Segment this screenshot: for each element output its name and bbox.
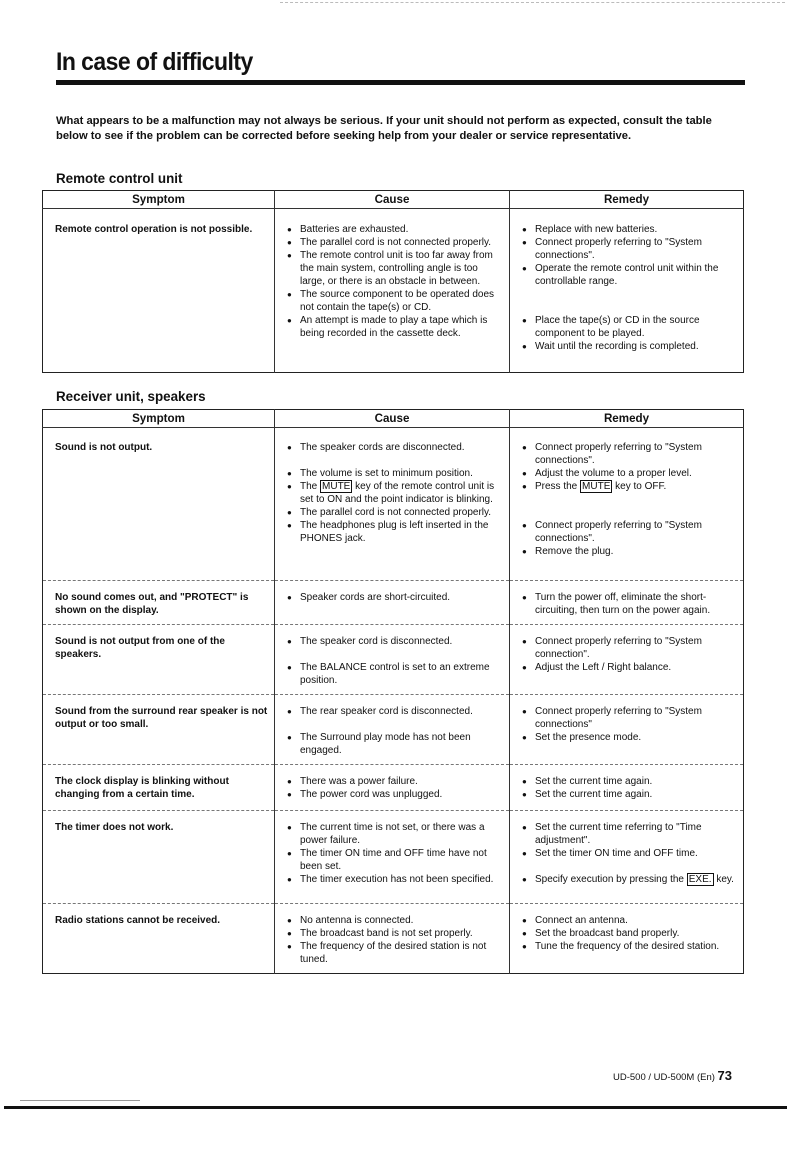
list-item: ● An attempt is made to play a tape which is being recorded in the cassette deck. — [287, 314, 503, 340]
bottom-rule — [4, 1106, 787, 1109]
symptom-cell: Radio stations cannot be received. — [43, 904, 275, 974]
symptom-cell: No sound comes out, and "PROTECT" is shown on the display. — [43, 581, 275, 625]
list-item: ● The MUTE key of the remote control unit is set to ON and the point indicator is blinking. — [287, 480, 503, 506]
page-footer — [613, 1068, 732, 1083]
list-item: ● Set the current time referring to "Time adjustment". — [522, 821, 737, 847]
exe-key: EXE. — [688, 874, 712, 885]
list-item: ● Adjust the Left / Right balance. — [522, 661, 737, 674]
list-item: ● The current time is not set, or there was a power failure. — [287, 821, 503, 847]
cause-cell — [275, 811, 510, 904]
receiver-table — [42, 409, 744, 974]
list-item: ● Connect an antenna. — [522, 914, 737, 927]
list-item: ● No antenna is connected. — [287, 914, 503, 927]
list-item: ● Press the MUTE key to OFF. — [522, 480, 737, 493]
page-number: 73 — [717, 1068, 732, 1083]
bottom-thin-line — [20, 1100, 140, 1101]
symptom-cell: Sound is not output. — [55, 442, 153, 453]
cause-header: Cause — [275, 191, 510, 209]
list-item: ● The timer ON time and OFF time have not been set. — [287, 847, 503, 873]
title-rule — [56, 80, 745, 85]
list-item: ● Operate the remote control unit within the controllable range. — [522, 262, 737, 288]
list-item: ● The remote control unit is too far away from the main system, controlling angle is too large, or there is an obstacle in between. — [287, 249, 503, 288]
symptom-cell: Sound from the surround rear speaker is not output or too small. — [43, 695, 275, 765]
list-item: ● The timer execution has not been specified. — [287, 873, 503, 886]
remedy-cell — [510, 581, 744, 625]
list-item: ● The parallel cord is not connected properly. — [287, 236, 503, 249]
list-item: ● The source component to be operated does not contain the tape(s) or CD. — [287, 288, 503, 314]
list-item: ● Remove the plug. — [522, 545, 737, 558]
section-heading-remote: Remote control unit — [56, 171, 183, 186]
table-row — [43, 904, 744, 974]
cause-cell — [275, 765, 510, 811]
list-item: ● The BALANCE control is set to an extreme position. — [287, 661, 503, 687]
list-item: ● The rear speaker cord is disconnected. — [287, 705, 503, 718]
list-item: ● Wait until the recording is completed. — [522, 340, 737, 353]
page-title: In case of difficulty — [56, 48, 253, 76]
remedy-cell — [510, 904, 744, 974]
intro-text: What appears to be a malfunction may not always be serious. If your unit should not perform as expected, consult the table below to see if the problem can be corrected before seeking help from your dealer or service representative. — [56, 115, 712, 142]
cause-cell — [275, 695, 510, 765]
list-item: ● Adjust the volume to a proper level. — [522, 467, 737, 480]
list-item: ● Connect properly referring to "System connections". — [522, 236, 737, 262]
table-row — [43, 428, 744, 581]
symptom-cell: Remote control operation is not possible. — [55, 224, 253, 235]
mute-key: MUTE — [322, 481, 351, 492]
cause-cell — [275, 581, 510, 625]
table-row — [43, 625, 744, 695]
list-item: ● There was a power failure. — [287, 775, 503, 788]
list-item: ● The frequency of the desired station is not tuned. — [287, 940, 503, 966]
list-item: ● Set the current time again. — [522, 775, 737, 788]
table-row — [43, 581, 744, 625]
table-row — [43, 765, 744, 811]
remedy-cell — [510, 811, 744, 904]
cause-cell — [275, 904, 510, 974]
list-item: ● Connect properly referring to "System connection". — [522, 635, 737, 661]
cause-cell — [275, 625, 510, 695]
table-row — [43, 811, 744, 904]
list-item: ● The power cord was unplugged. — [287, 788, 503, 801]
cause-cell — [275, 428, 510, 581]
list-item: ● The parallel cord is not connected properly. — [287, 506, 503, 519]
remedy-cell — [510, 765, 744, 811]
symptom-header: Symptom — [43, 191, 275, 209]
cause-header: Cause — [275, 410, 510, 428]
list-item: ● Set the current time again. — [522, 788, 737, 801]
symptom-cell: The clock display is blinking without changing from a certain time. — [43, 765, 275, 811]
section-heading-receiver: Receiver unit, speakers — [56, 389, 206, 404]
list-item: ● Turn the power off, eliminate the short-circuiting, then turn on the power again. — [522, 591, 737, 617]
list-item: ● The speaker cords are disconnected. — [287, 441, 503, 454]
top-dashed-line — [280, 2, 785, 3]
list-item: ● Batteries are exhausted. — [287, 223, 503, 236]
list-item: ● The broadcast band is not set properly. — [287, 927, 503, 940]
remote-table — [42, 190, 744, 373]
list-item: ● Replace with new batteries. — [522, 223, 737, 236]
symptom-header: Symptom — [43, 410, 275, 428]
list-item: ● Connect properly referring to "System connections" — [522, 705, 737, 731]
remedy-header: Remedy — [510, 191, 744, 209]
remedy-cell — [510, 209, 744, 373]
list-item: ● Set the presence mode. — [522, 731, 737, 744]
list-item: ● Set the broadcast band properly. — [522, 927, 737, 940]
remedy-header: Remedy — [510, 410, 744, 428]
list-item: ● The headphones plug is left inserted in the PHONES jack. — [287, 519, 503, 545]
cause-cell — [275, 209, 510, 373]
list-item: ● Place the tape(s) or CD in the source component to be played. — [522, 314, 737, 340]
list-item: ● Connect properly referring to "System connections". — [522, 441, 737, 467]
table-row — [43, 209, 744, 373]
remedy-cell — [510, 695, 744, 765]
symptom-cell: Sound is not output from one of the speakers. — [43, 625, 275, 695]
list-item: ● Speaker cords are short-circuited. — [287, 591, 503, 604]
remedy-cell — [510, 625, 744, 695]
list-item: ● Connect properly referring to "System connections". — [522, 519, 737, 545]
remedy-cell — [510, 428, 744, 581]
table-row — [43, 695, 744, 765]
list-item: ● The speaker cord is disconnected. — [287, 635, 503, 648]
list-item: ● Tune the frequency of the desired station. — [522, 940, 737, 953]
list-item: ● The volume is set to minimum position. — [287, 467, 503, 480]
list-item: ● The Surround play mode has not been engaged. — [287, 731, 503, 757]
model-label: UD-500 / UD-500M (En) — [613, 1072, 715, 1083]
list-item: ● Set the timer ON time and OFF time. — [522, 847, 737, 860]
mute-key: MUTE — [582, 481, 611, 492]
symptom-cell: The timer does not work. — [43, 811, 275, 904]
list-item: ● Specify execution by pressing the EXE. key. — [522, 873, 737, 886]
